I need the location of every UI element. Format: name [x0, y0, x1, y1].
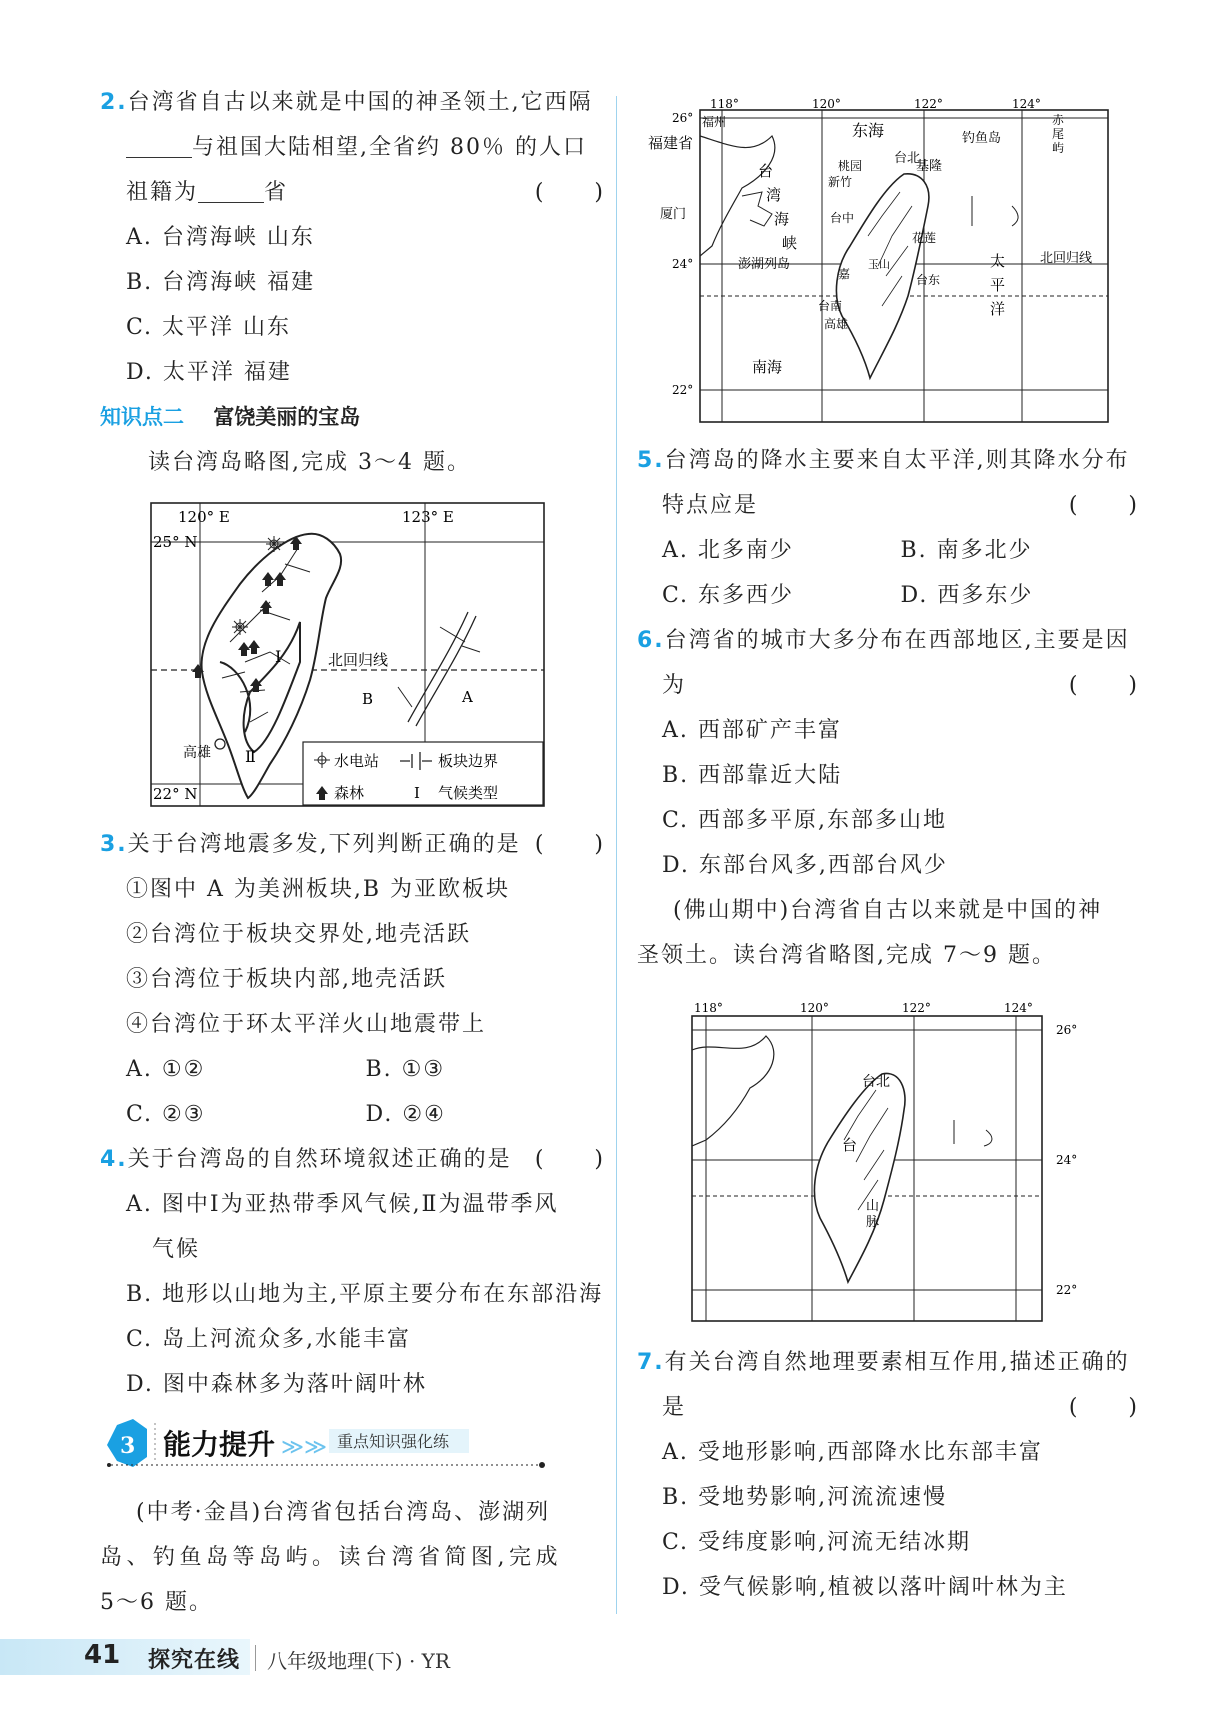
option-b[interactable]: B. 南多北少 [900, 538, 1033, 563]
taiwan-province-map [648, 96, 1110, 426]
q5-stem-a: 台湾岛的降水主要来自太平洋,则其降水分布 [664, 448, 1130, 473]
q3-item-4: ④台湾位于环太平洋火山地震带上 [126, 1012, 487, 1037]
label-pacific-3: 洋 [990, 300, 1006, 318]
column-divider [616, 96, 617, 1614]
label-strait-2: 湾 [766, 186, 782, 204]
option-a[interactable]: A. 受地形影响,西部降水比东部丰富 [662, 1440, 1043, 1465]
lon-120: 120° [800, 1001, 829, 1015]
lon-124: 124° [1012, 97, 1041, 111]
option-d[interactable]: D. 东部台风多,西部台风少 [662, 853, 948, 878]
right-column-upper [637, 438, 1159, 978]
tropic-label: 北回归线 [328, 651, 389, 669]
option-c[interactable]: C. 西部多平原,东部多山地 [662, 808, 948, 833]
option-d[interactable]: D. 太平洋 福建 [126, 360, 292, 385]
left-column-lower [100, 822, 625, 1407]
label-strait-3: 海 [774, 210, 790, 228]
label-mai: 脉 [866, 1215, 880, 1230]
q7-stem-a: 有关台湾自然地理要素相互作用,描述正确的 [664, 1350, 1130, 1375]
label-xiamen: 厦门 [660, 207, 687, 222]
section-number: 3 [120, 1433, 136, 1459]
hydro-station-icon [232, 619, 248, 635]
option-c[interactable]: C. 东多西少 [662, 583, 795, 608]
label-pacific-1: 太 [990, 252, 1006, 270]
knowledge-tag: 知识点二 [100, 405, 184, 429]
intro-5-6-line-2: 岛、钓鱼岛等岛屿。读台湾省简图,完成 [100, 1545, 562, 1570]
label-tai: 台 [842, 1136, 858, 1154]
q5-options-row-1 [637, 528, 1139, 573]
q2-line-3 [100, 170, 625, 215]
lat-26: 26° [672, 111, 694, 125]
intro-5-6 [100, 1490, 605, 1625]
page-number: 41 [84, 1640, 121, 1670]
option-a[interactable]: A. ①② [126, 1057, 206, 1082]
q4-stem-line [100, 1137, 625, 1182]
label-yushan: 玉山 [868, 258, 890, 271]
legend-forest: 森林 [334, 784, 365, 802]
question-number: 5. [637, 448, 665, 473]
lat-26: 26° [1056, 1023, 1078, 1037]
label-east-sea: 东海 [852, 121, 885, 140]
label-penghu: 澎湖列岛 [738, 257, 791, 272]
taiwan-climate-map [150, 502, 545, 807]
label-taibei: 台北 [862, 1074, 890, 1090]
q2-line-2 [100, 125, 605, 170]
intro-7-9-line-1: (佛山期中)台湾省自古以来就是中国的神 [673, 898, 1103, 923]
lon-122: 122° [902, 1001, 931, 1015]
q7-line-1 [637, 1340, 1139, 1385]
zone-II-label: Ⅱ [245, 747, 256, 766]
lon-122: 122° [914, 97, 943, 111]
label-diaoyu: 钓鱼岛 [962, 131, 1002, 146]
label-jilong: 基隆 [916, 159, 943, 174]
question-number: 3. [100, 832, 128, 857]
hydro-station-icon [266, 536, 282, 552]
q2-stem-c-pre: 祖籍为 [126, 180, 199, 205]
option-d[interactable]: D. 受气候影响,植被以落叶阔叶林为主 [662, 1575, 1068, 1600]
q5-stem-b: 特点应是 [662, 493, 759, 518]
q2-stem-a: 台湾省自古以来就是中国的神圣领土,它西隔 [127, 90, 593, 115]
lat-24: 24° [672, 257, 694, 271]
q3-item-3: ③台湾位于板块内部,地壳活跃 [126, 967, 447, 992]
lat-22: 22° [672, 383, 694, 397]
q7-line-2 [637, 1385, 1159, 1430]
map-legend [303, 742, 543, 805]
q6-line-1 [637, 618, 1139, 663]
answer-parentheses[interactable]: ( ) [534, 1147, 625, 1172]
question-number: 7. [637, 1350, 665, 1375]
label-taizhong: 台中 [830, 211, 855, 225]
label-jia: 嘉 [838, 267, 851, 281]
option-a[interactable]: A. 台湾海峡 山东 [126, 225, 315, 250]
lon-label-120: 120° E [178, 508, 230, 526]
intro-7-9-line-2: 圣领土。读台湾省略图,完成 7～9 题。 [637, 943, 1056, 968]
section-title: 能力提升 [163, 1428, 276, 1461]
q3-options-row-1 [100, 1047, 605, 1092]
answer-blank[interactable] [126, 133, 192, 158]
q6-stem-b: 为 [662, 673, 687, 698]
knowledge-title: 富饶美丽的宝岛 [213, 405, 361, 429]
taiwan-outline-map [686, 1000, 1098, 1325]
label-gaoxiong: 高雄 [824, 317, 849, 331]
q2-stem-c-post: 省 [264, 180, 289, 205]
label-xinzhu: 新竹 [828, 175, 853, 189]
label-pacific-2: 平 [990, 276, 1006, 294]
footer-separator [255, 1645, 256, 1671]
option-b[interactable]: B. ①③ [365, 1057, 446, 1082]
option-d[interactable]: D. ②④ [365, 1102, 446, 1127]
option-b[interactable]: B. 受地势影响,河流流速慢 [662, 1485, 948, 1510]
section-subtitle: 重点知识强化练 [337, 1432, 450, 1451]
label-chiwei-3: 屿 [1052, 141, 1065, 155]
answer-parentheses[interactable]: ( ) [1068, 493, 1159, 518]
q3-item-1: ①图中 A 为美洲板块,B 为亚欧板块 [126, 877, 511, 902]
city-gaoxiong: 高雄 [183, 745, 211, 761]
label-chiwei-1: 赤 [1052, 113, 1065, 127]
q5-line-2 [637, 483, 1159, 528]
knowledge-heading [100, 395, 605, 440]
dot-icon [539, 1462, 545, 1468]
lat-24: 24° [1056, 1153, 1078, 1167]
q6-stem-a: 台湾省的城市大多分布在西部地区,主要是因 [664, 628, 1130, 653]
label-taidong: 台东 [916, 273, 941, 287]
left-column [100, 80, 625, 485]
option-c[interactable]: C. 太平洋 山东 [126, 315, 292, 340]
lon-118: 118° [694, 1001, 723, 1015]
lon-124: 124° [1004, 1001, 1033, 1015]
option-c[interactable]: C. 受纬度影响,河流无结冰期 [662, 1530, 972, 1555]
question-number: 4. [100, 1147, 128, 1172]
label-strait-1: 台 [758, 162, 774, 180]
label-chiwei-2: 尾 [1052, 127, 1065, 141]
intro-3-4: 读台湾岛略图,完成 3～4 题。 [148, 450, 471, 475]
answer-parentheses[interactable]: ( ) [534, 180, 625, 205]
label-south-sea: 南海 [752, 358, 783, 376]
legend-climate-symbol: Ⅰ [414, 784, 420, 802]
lon-label-123: 123° E [402, 508, 454, 526]
option-a[interactable]: A. 图中Ⅰ为亚热带季风气候,Ⅱ为温带季风 [126, 1192, 559, 1217]
label-tropic: 北回归线 [1040, 251, 1093, 266]
option-c[interactable]: C. ②③ [126, 1102, 206, 1127]
right-column-lower [637, 1340, 1159, 1610]
lat-label-25: 25° N [153, 533, 198, 551]
q3-stem: 关于台湾地震多发,下列判断正确的是 [127, 832, 521, 857]
option-d[interactable]: D. 西多东少 [900, 583, 1034, 608]
plate-B-label: B [362, 690, 374, 708]
option-b[interactable]: B. 台湾海峡 福建 [126, 270, 316, 295]
lat-22: 22° [1056, 1283, 1078, 1297]
option-b[interactable]: B. 西部靠近大陆 [662, 763, 843, 788]
option-d[interactable]: D. 图中森林多为落叶阔叶林 [126, 1372, 427, 1397]
q4-stem: 关于台湾岛的自然环境叙述正确的是 [127, 1147, 512, 1172]
lon-118: 118° [710, 97, 739, 111]
lat-label-22: 22° N [153, 785, 198, 803]
option-b[interactable]: B. 地形以山地为主,平原主要分布在东部沿海 [126, 1282, 604, 1307]
q3-options-row-2 [100, 1092, 605, 1137]
footer-book-title: 八年级地理(下) · YR [267, 1649, 450, 1673]
label-taibei: 台北 [894, 151, 921, 166]
option-a[interactable]: A. 西部矿产丰富 [662, 718, 842, 743]
zone-I-label: Ⅰ [275, 647, 282, 666]
q7-stem-b: 是 [662, 1395, 687, 1420]
chevrons-icon: ≫≫ [281, 1435, 328, 1460]
label-tainan: 台南 [818, 299, 843, 313]
label-shan: 山 [866, 1199, 880, 1214]
q5-line-1 [637, 438, 1139, 483]
plate-A-label: A [462, 688, 473, 706]
q5-options-row-2 [637, 573, 1139, 618]
label-taoyuan: 桃园 [838, 159, 863, 173]
option-c[interactable]: C. 岛上河流众多,水能丰富 [126, 1327, 412, 1352]
legend-hydro: 水电站 [334, 752, 380, 770]
label-strait-4: 峡 [782, 234, 798, 252]
answer-blank[interactable] [198, 178, 264, 203]
q2-line-1 [100, 80, 605, 125]
label-fuzhou: 福州 [702, 115, 727, 129]
answer-parentheses[interactable]: ( ) [1068, 673, 1159, 698]
option-a-continued[interactable]: 气候 [152, 1237, 201, 1262]
question-number: 6. [637, 628, 665, 653]
page-footer [0, 1635, 1224, 1680]
answer-parentheses[interactable]: ( ) [1068, 1395, 1159, 1420]
option-a[interactable]: A. 北多南少 [662, 538, 794, 563]
question-number: 2. [100, 90, 128, 115]
legend-boundary: 板块边界 [438, 752, 499, 770]
q6-line-2 [637, 663, 1159, 708]
intro-5-6-line-3: 5～6 题。 [100, 1590, 213, 1615]
lon-120: 120° [812, 97, 841, 111]
intro-5-6-line-1: (中考·金昌)台湾省包括台湾岛、澎湖列 [136, 1500, 551, 1525]
label-fujian: 福建省 [648, 134, 694, 152]
q3-item-2: ②台湾位于板块交界处,地壳活跃 [126, 922, 471, 947]
section-banner [101, 1417, 621, 1477]
legend-climate: 气候类型 [438, 784, 499, 802]
label-hualian: 花莲 [912, 231, 937, 245]
city-dot-icon [215, 739, 225, 749]
answer-parentheses[interactable]: ( ) [534, 832, 625, 857]
q2-stem-b: 与祖国大陆相望,全省约 80％ 的人口 [192, 135, 587, 160]
footer-brand: 探究在线 [148, 1648, 241, 1673]
q3-stem-line [100, 822, 625, 867]
